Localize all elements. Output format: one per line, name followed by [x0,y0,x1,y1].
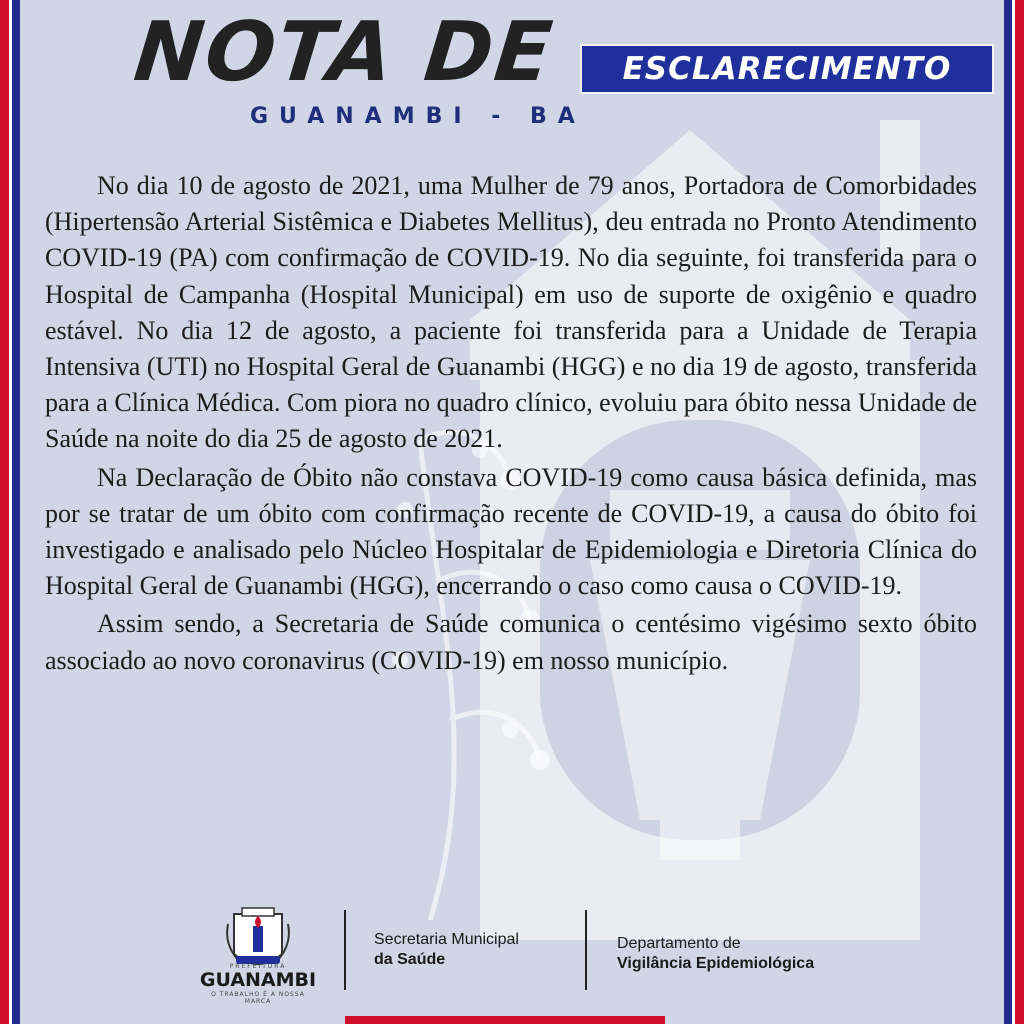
paragraph-2: Na Declaração de Óbito não constava COVID-19 como causa básica definida, mas por se tratar de um óbito com confirmação recente de COVID-19, a causa do óbito foi investigado e analisado pelo Núcleo Hospitalar de Epidemiologia e Diretoria Clínica do Hospital Geral de Guanambi (HGG), encerrando o caso como causa o COVID-19. [45,462,977,601]
note-body [45,168,977,681]
dept-health-line2: da Saúde [374,951,446,968]
footer [0,900,1024,1010]
title-badge [580,44,994,94]
dept-health [374,930,519,970]
dept-epidemiology-line1: Departamento de [617,935,741,952]
logo-name: GUANAMBI [199,969,317,991]
footer-divider-2 [585,910,587,990]
dept-epidemiology-line2: Vigilância Epidemiológica [617,955,815,972]
logo-tagline: O TRABALHO É A NOSSA MARCA [211,991,305,1005]
paragraph-1: No dia 10 de agosto de 2021, uma Mulher de 79 anos, Portadora de Comorbidades (Hipertensão Arterial Sistêmica e Diabetes Mellitus), deu entrada no Pronto Atendimento COVID-19 (PA) com confirmação de COVID-19. No dia seguinte, foi transferida para o Hospital de Campanha (Hospital Municipal) em uso de suporte de oxigênio e quadro estável. No dia 12 de agosto, a paciente foi transferida para a Unidade de Terapia Intensiva (UTI) no Hospital Geral de Guanambi (HGG) e no dia 19 de agosto, transferida para a Clínica Médica. Com piora no quadro clínico, evoluiu para óbito nessa Unidade de Saúde na noite do dia 25 de agosto de 2021. [45,171,977,454]
paragraph-3: Assim sendo, a Secretaria de Saúde comunica o centésimo vigésimo sexto óbito associado ao novo coronavirus (COVID-19) em nosso município. [45,609,977,675]
page-title: NOTA DE [130,5,559,100]
logo-top-text: PREFEITURA [229,963,287,970]
location-subtitle: GUANAMBI - BA [250,104,586,129]
left-border [0,0,20,1024]
footer-divider-1 [344,910,346,990]
bottom-accent-bar [345,1016,665,1024]
title-badge-label: ESCLARECIMENTO [622,51,952,87]
dept-health-line1: Secretaria Municipal [374,931,519,948]
dept-epidemiology [617,934,814,974]
